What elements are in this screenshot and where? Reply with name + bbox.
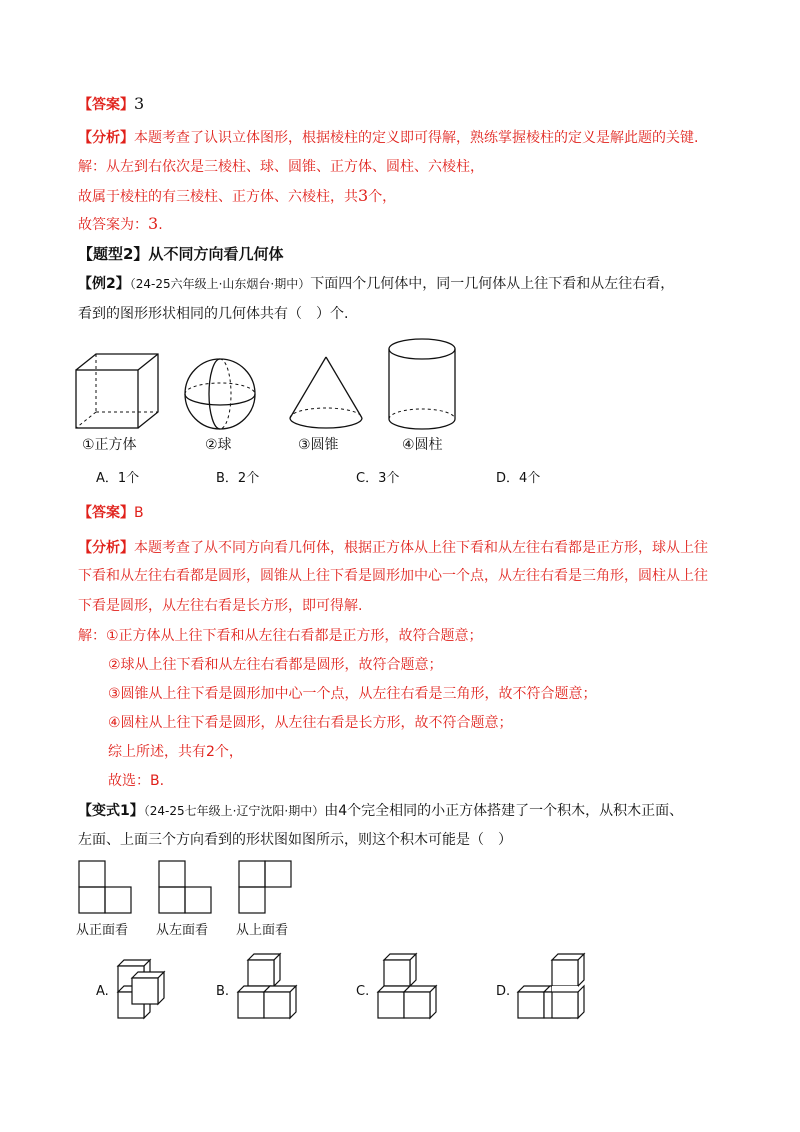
example2-solution-line-2: ②球从上往下看和从左往右看都是圆形，故符合题意； [108, 657, 443, 673]
example2-solution-line-1: 解：①正方体从上往下看和从左往右看都是正方形，故符合题意； [78, 628, 483, 644]
analysis-label: 【分析】 [78, 130, 134, 146]
analysis-text: 本题考查了从不同方向看几何体，根据正方体从上往下看和从左往右看都是正方形，球从上往 [134, 540, 708, 556]
prev-analysis-line [78, 128, 698, 148]
example-label: 【例2】 [78, 276, 130, 292]
example2-line-1 [78, 274, 674, 294]
example2-solution-line-3: ③圆锥从上往下看是圆形加中心一个点，从左往右看是三角形，故不符合题意； [108, 686, 597, 702]
prev-solution-line-1: 解：从左到右依次是三棱柱、球、圆锥、正方体、圆柱、六棱柱， [78, 159, 484, 175]
example-source: （24-25六年级上·山东烟台·期中） [129, 277, 311, 291]
section-title: 【题型2】从不同方向看几何体 [78, 245, 284, 263]
variant-source: （24-25七年级上·辽宁沈阳·期中） [143, 804, 325, 818]
analysis-text: 本题考查了认识立体图形，根据棱柱的定义即可得解，熟练掌握棱柱的定义是解此题的关键. [134, 130, 699, 146]
sphere-figure [182, 356, 258, 432]
caption-top-view: 从上面看 [236, 923, 289, 938]
caption-cone: ③圆锥 [298, 437, 339, 453]
variant1-line-1 [78, 801, 683, 821]
answer-value: B [134, 505, 144, 521]
prev-answer-line [78, 94, 144, 115]
solution-text: . [158, 217, 163, 233]
option-a: A．1个 [96, 471, 140, 486]
answer-label: 【答案】 [78, 505, 134, 521]
option-b: B．2个 [216, 471, 260, 486]
prev-solution-line-2 [78, 186, 396, 207]
option-c: C．3个 [356, 471, 400, 486]
variant-option-d: D. [496, 984, 511, 999]
answer-label: 【答案】 [78, 97, 134, 113]
cube-figure [74, 352, 160, 432]
option-d: D．4个 [496, 471, 541, 486]
example2-analysis-line-2: 下看和从左往右看都是圆形，圆锥从上往下看是圆形加中心一个点，从左往右看是三角形，圆柱从上往 [78, 568, 708, 584]
variant-label: 【变式1】 [78, 803, 144, 819]
caption-front-view: 从正面看 [76, 923, 129, 938]
caption-left-view: 从左面看 [156, 923, 209, 938]
caption-cylinder: ④圆柱 [402, 437, 443, 453]
caption-sphere: ②球 [205, 437, 232, 453]
solution-text: 故属于棱柱的有三棱柱、正方体、六棱柱，共 [78, 189, 358, 205]
example2-solution-line-4: ④圆柱从上往下看是圆形，从左往右看是长方形，故不符合题意； [108, 715, 513, 731]
cone-figure [286, 354, 366, 432]
solution-number: 3 [148, 214, 159, 233]
option-a-blocks-figure [116, 948, 174, 1024]
front-view-figure [78, 860, 134, 916]
caption-cube: ①正方体 [82, 437, 137, 453]
answer-value: 3 [134, 94, 145, 113]
example2-analysis-line-1 [78, 538, 708, 558]
analysis-label: 【分析】 [78, 540, 134, 556]
example2-answer-line [78, 503, 144, 523]
option-b-blocks-figure [236, 952, 310, 1024]
example2-analysis-line-3: 下看是圆形，从左往右看是长方形，即可得解. [78, 598, 363, 614]
option-d-blocks-figure [516, 952, 588, 1024]
variant-option-b: B. [216, 984, 230, 999]
top-view-figure [238, 860, 294, 916]
variant-option-c: C. [356, 984, 370, 999]
variant-text: 由4个完全相同的小正方体搭建了一个积木，从积木正面、 [324, 803, 684, 819]
example2-line-2: 看到的图形形状相同的几何体共有（ ）个. [78, 306, 349, 322]
prev-solution-line-3 [78, 214, 163, 235]
cylinder-figure [386, 337, 458, 433]
variant-option-a: A. [96, 984, 109, 999]
solution-text: 个， [368, 189, 397, 205]
example2-solution-line-6: 故选：B. [108, 773, 165, 789]
solution-text: 故答案为： [78, 217, 148, 233]
variant1-line-2: 左面、上面三个方向看到的形状图如图所示，则这个积木可能是（ ） [78, 832, 512, 848]
example2-solution-line-5: 综上所述，共有2个， [108, 744, 243, 760]
example-text: 下面四个几何体中，同一几何体从上往下看和从左往右看， [310, 276, 675, 292]
option-c-blocks-figure [376, 952, 446, 1024]
solution-number: 3 [358, 186, 369, 205]
left-view-figure [158, 860, 214, 916]
